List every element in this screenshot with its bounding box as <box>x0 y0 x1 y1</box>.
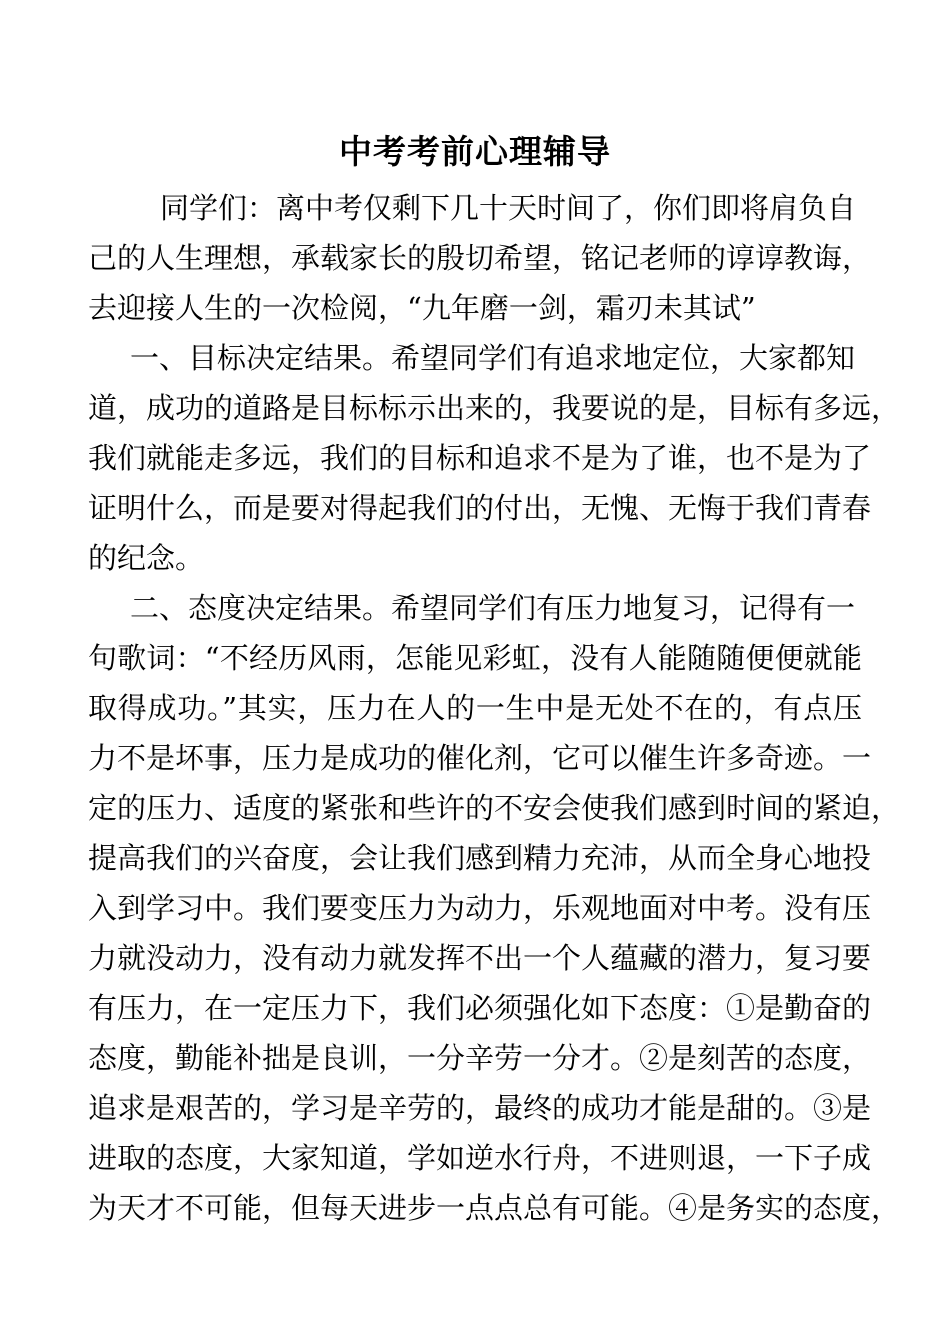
paragraph-line: 有压力，在一定压力下，我们必须强化如下态度：①是勤奋的 <box>88 991 872 1025</box>
paragraph-line: 追求是艰苦的，学习是辛劳的，最终的成功才能是甜的。③是 <box>88 1091 872 1125</box>
paragraph-line: 己的人生理想，承载家长的殷切希望，铭记老师的谆谆教诲， <box>88 241 872 275</box>
paragraph-line: 力就没动力，没有动力就发挥不出一个人蕴藏的潜力，复习要 <box>88 941 872 975</box>
paragraph-line: 进取的态度，大家知道，学如逆水行舟，不进则退，一下子成 <box>88 1141 872 1175</box>
paragraph-line: 句歌词：“不经历风雨，怎能见彩虹，没有人能随随便便就能 <box>88 641 862 675</box>
document-title: 中考考前心理辅导 <box>339 132 611 171</box>
paragraph-line: 的纪念。 <box>88 541 205 575</box>
paragraph-line: 道，成功的道路是目标标示出来的，我要说的是，目标有多远， <box>88 391 901 425</box>
paragraph-line: 为天才不可能，但每天进步一点点总有可能。④是务实的态度， <box>88 1191 901 1225</box>
paragraph-line: 取得成功。”其实，压力在人的一生中是无处不在的，有点压 <box>88 691 862 725</box>
paragraph-line: 一、目标决定结果。希望同学们有追求地定位，大家都知 <box>130 341 856 375</box>
paragraph-line: 态度，勤能补拙是良训，一分辛劳一分才。②是刻苦的态度， <box>88 1041 872 1075</box>
paragraph-line: 我们就能走多远，我们的目标和追求不是为了谁，也不是为了 <box>88 441 872 475</box>
paragraph-line: 二、态度决定结果。希望同学们有压力地复习，记得有一 <box>130 591 856 625</box>
paragraph-line: 证明什么，而是要对得起我们的付出，无愧、无悔于我们青春 <box>88 491 872 525</box>
paragraph-line: 定的压力、适度的紧张和些许的不安会使我们感到时间的紧迫， <box>88 791 901 825</box>
paragraph-line: 入到学习中。我们要变压力为动力，乐观地面对中考。没有压 <box>88 891 872 925</box>
paragraph-line: 提高我们的兴奋度，会让我们感到精力充沛，从而全身心地投 <box>88 841 872 875</box>
paragraph-line: 力不是坏事，压力是成功的催化剂，它可以催生许多奇迹。一 <box>88 741 872 775</box>
paragraph-line: 同学们：离中考仅剩下几十天时间了，你们即将肩负自 <box>160 191 857 225</box>
paragraph-line: 去迎接人生的一次检阅，“九年磨一剑，霜刃未其试” <box>88 291 756 325</box>
